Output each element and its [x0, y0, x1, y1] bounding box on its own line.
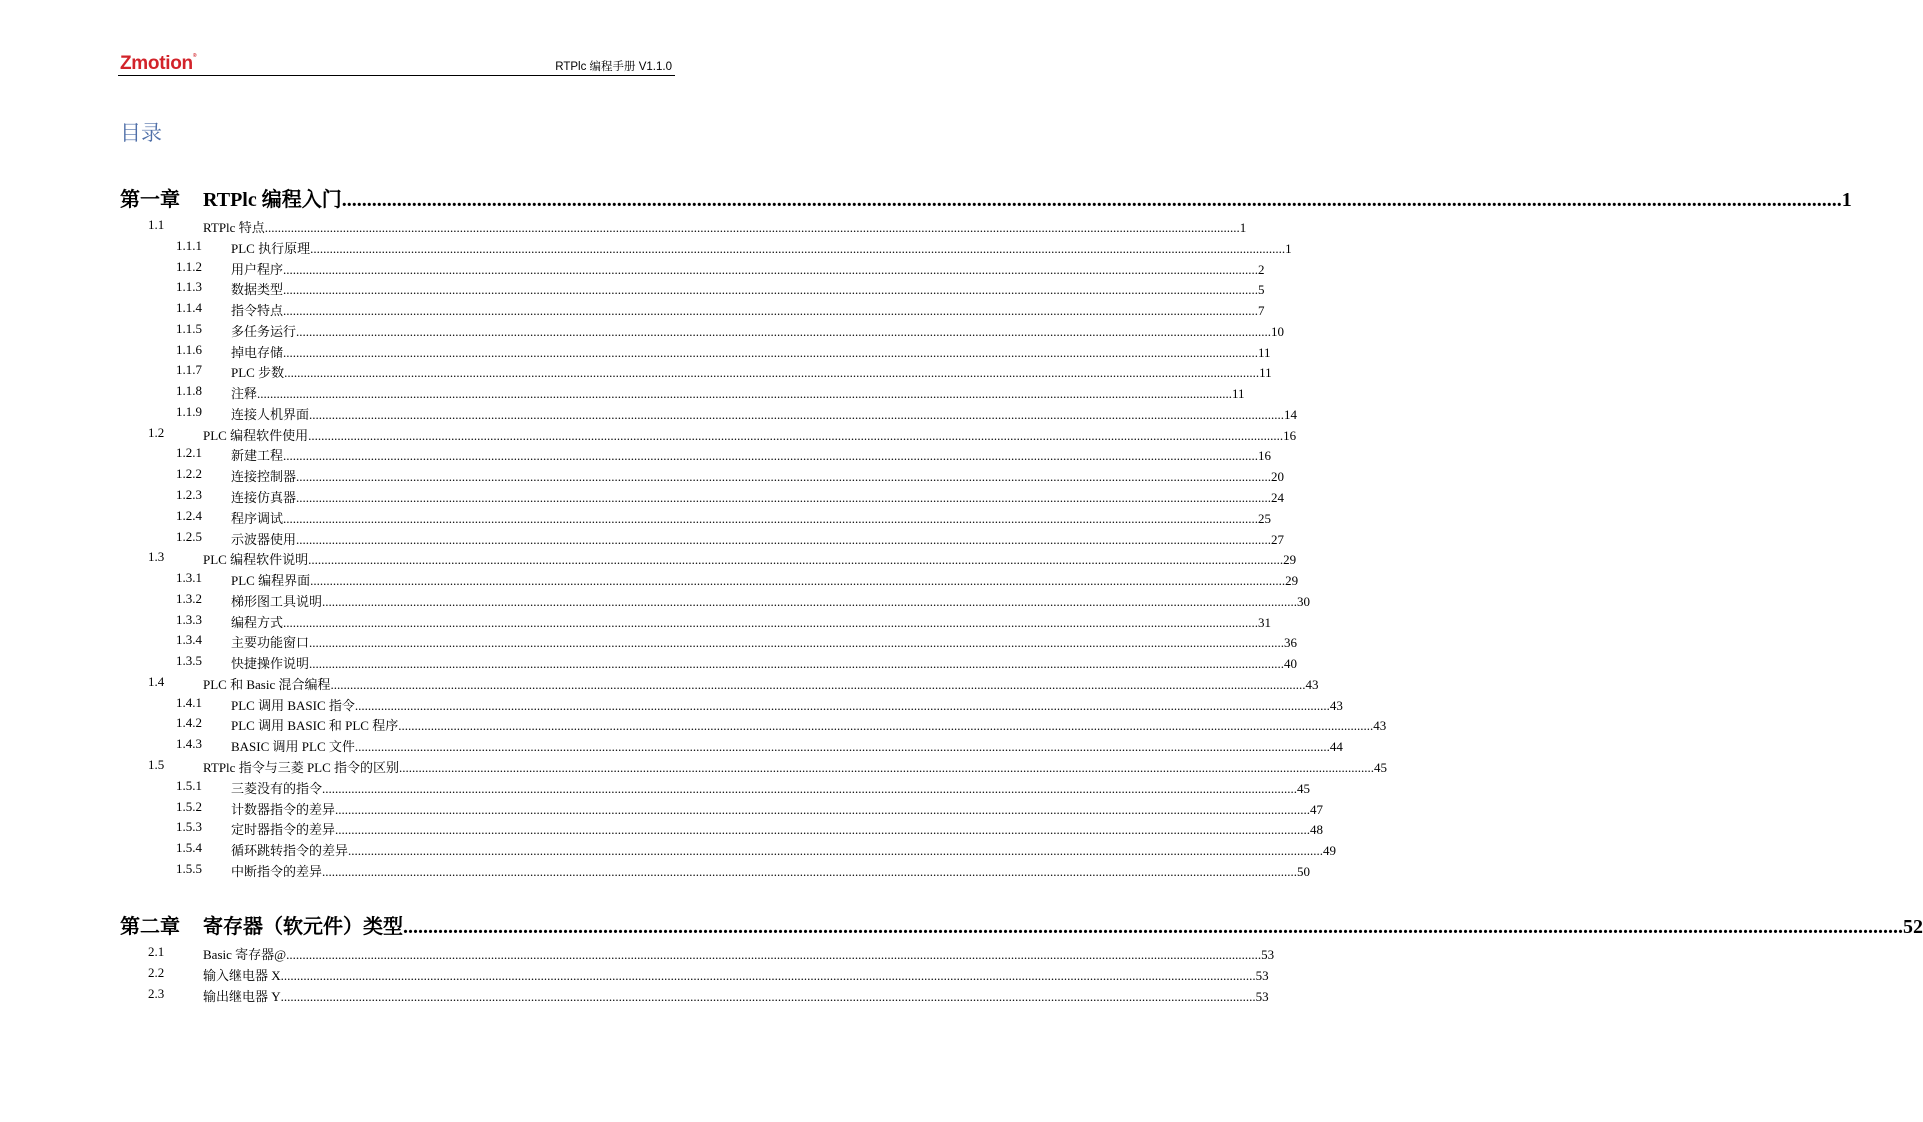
zmotion-logo: [120, 53, 196, 75]
entry-title: BASIC 调用 PLC 文件: [231, 739, 355, 755]
entry-number: 2.1: [148, 944, 165, 959]
entry-number: 1.1.4: [176, 300, 202, 316]
entry-title: RTPlc 编程入门: [203, 189, 342, 211]
entry-number: 1.2.5: [176, 528, 202, 544]
dot-leader: ............................................................................................................................................................................................................................................................................................................: [309, 635, 1285, 651]
entry-title: PLC 编程界面: [231, 573, 311, 589]
entry-title: 多任务运行: [231, 323, 297, 339]
entry-title: PLC 和 Basic 混合编程: [203, 676, 331, 692]
toc-entry[interactable]: [0, 362, 1272, 382]
entry-page-number: 10: [1271, 323, 1285, 339]
toc-entry[interactable]: [0, 341, 1271, 362]
dot-leader: ............................................................................................................................................................................................................................................................................................................: [309, 406, 1285, 422]
toc-entry[interactable]: [0, 944, 1275, 964]
entry-title: 掉电存储: [231, 344, 284, 360]
entry-title: Basic 寄存器@: [203, 947, 287, 962]
entry-number: 1.5.4: [176, 840, 202, 856]
entry-title: 三菱没有的指令: [231, 780, 323, 796]
entry-number: 1.5.1: [176, 777, 202, 793]
entry-title: PLC 调用 BASIC 指令: [231, 697, 355, 713]
entry-title: PLC 编程软件说明: [203, 552, 309, 568]
dot-leader: ............................................................................................................................................................................................................................................................................................................: [283, 303, 1259, 319]
toc-entry[interactable]: [0, 300, 1265, 320]
dot-leader: ............................................................................................................................................................................................................................................................................................................: [354, 739, 1330, 755]
toc-entry[interactable]: [0, 279, 1265, 299]
entry-number: 第二章: [120, 916, 180, 938]
entry-number: 1.5.3: [176, 819, 202, 835]
entry-page-number: 16: [1258, 448, 1272, 464]
dot-leader: ............................................................................................................................................................................................................................................................................................................: [310, 240, 1286, 256]
toc-heading: 目录: [120, 121, 162, 145]
dot-leader: ............................................................................................................................................................................................................................................................................................................: [283, 614, 1259, 630]
entry-page-number: 47: [1310, 801, 1324, 817]
entry-page-number: 11: [1232, 386, 1245, 402]
entry-number: 1.5: [148, 757, 165, 773]
entry-title: 编程方式: [231, 614, 284, 630]
entry-title: 定时器指令的差异: [231, 822, 336, 838]
entry-title: 指令特点: [231, 303, 284, 319]
entry-title: PLC 执行原理: [231, 240, 311, 256]
dot-leader: ............................................................................................................................................................................................................................................................................................................: [264, 220, 1240, 235]
entry-number: 1.5.2: [176, 798, 202, 814]
toc-entry[interactable]: [0, 445, 1272, 465]
toc-entry[interactable]: [0, 466, 1285, 486]
entry-page-number: 20: [1271, 469, 1285, 485]
entry-number: 1.4: [148, 673, 165, 689]
entry-title: 示波器使用: [231, 531, 297, 547]
dot-leader: ............................................................................................................................................................................................................................................................................................................: [398, 718, 1374, 734]
entry-page-number: 45: [1297, 780, 1311, 796]
dot-leader: ............................................................................................................................................................................................................................................................................................................: [286, 947, 1262, 962]
toc-entry[interactable]: [0, 611, 1272, 632]
entry-title: 用户程序: [231, 261, 284, 277]
toc-entry[interactable]: [0, 777, 1311, 798]
entry-page-number: 24: [1271, 490, 1285, 505]
dot-leader: ............................................................................................................................................................................................................................................................................................................: [296, 531, 1272, 547]
toc-entry[interactable]: [0, 694, 1343, 715]
entry-page-number: 1: [1239, 220, 1247, 235]
toc-entry[interactable]: [0, 528, 1285, 549]
toc-entry[interactable]: [0, 403, 1298, 424]
entry-number: 1.1.3: [176, 279, 202, 295]
entry-page-number: 49: [1323, 843, 1337, 859]
entry-page-number: 27: [1271, 531, 1285, 547]
entry-page-number: 29: [1283, 552, 1297, 568]
entry-number: 1.3.4: [176, 632, 202, 648]
entry-number: 1.3.3: [176, 611, 202, 627]
dot-leader: ............................................................................................................................................................................................................................................................................................................: [308, 552, 1284, 568]
entry-page-number: 31: [1258, 614, 1272, 630]
dot-leader: ............................................................................................................................................................................................................................................................................................................: [308, 427, 1284, 443]
entry-number: 1.1.8: [176, 383, 202, 399]
registered-mark: ®: [192, 53, 197, 59]
dot-leader: ............................................................................................................................................................................................................................................................................................................: [280, 988, 1256, 1004]
toc-entry[interactable]: [0, 653, 1298, 673]
entry-title: 程序调试: [231, 510, 284, 526]
entry-number: 第一章: [120, 189, 180, 211]
entry-number: 1.4.2: [176, 715, 202, 731]
entry-title: 中断指令的差异: [231, 863, 323, 879]
dot-leader: ............................................................................................................................................................................................................................................................................................................: [310, 573, 1286, 589]
entry-title: PLC 调用 BASIC 和 PLC 程序: [231, 718, 399, 734]
entry-title: 寄存器（软元件）类型: [203, 916, 403, 938]
toc-entry[interactable]: [0, 673, 1319, 694]
dot-leader: ............................................................................................................................................................................................................................................................................................................: [283, 510, 1259, 526]
document-title: RTPlc 编程手册 V1.1.0: [555, 61, 672, 73]
toc-entry[interactable]: [0, 736, 1343, 756]
toc-entry[interactable]: [0, 590, 1311, 611]
entry-number: 1.2: [148, 424, 165, 440]
dot-leader: ............................................................................................................................................................................................................................................................................................................: [283, 282, 1259, 298]
dot-leader: ............................................................................................................................................................................................................................................................................................................: [296, 323, 1272, 339]
toc-entry[interactable]: [0, 237, 1292, 258]
entry-page-number: 36: [1284, 635, 1298, 651]
entry-number: 1.2.2: [176, 466, 202, 482]
entry-page-number: 43: [1373, 718, 1387, 734]
entry-page-number: 44: [1329, 739, 1343, 755]
entry-number: 2.3: [148, 985, 165, 1001]
toc-entry[interactable]: [0, 715, 1387, 735]
toc-entry[interactable]: [0, 860, 1311, 881]
entry-number: 1.1.9: [176, 403, 202, 419]
dot-leader: ............................................................................................................................................................................................................................................................................................................: [296, 490, 1272, 505]
dot-leader: ............................................................................................................................................................................................................................................................................................................: [283, 344, 1259, 360]
dot-leader: ............................................................................................................................................................................................................................................................................................................: [283, 261, 1259, 277]
entry-number: 1.2.4: [176, 507, 202, 523]
entry-page-number: 52: [1903, 916, 1923, 938]
entry-page-number: 5: [1258, 282, 1265, 298]
toc-entry[interactable]: [0, 424, 1297, 445]
toc-entry[interactable]: [0, 217, 1247, 237]
toc-entry[interactable]: [0, 320, 1285, 341]
toc-chapter-entry[interactable]: [0, 183, 1852, 211]
entry-title: 新建工程: [231, 448, 284, 464]
dot-leader: ............................................................................................................................................................................................................................................................................................................: [322, 780, 1298, 796]
entry-page-number: 40: [1284, 656, 1298, 672]
toc-entry[interactable]: [0, 985, 1269, 1006]
toc-entry[interactable]: [0, 570, 1299, 590]
toc-entry[interactable]: [0, 964, 1269, 985]
entry-page-number: 50: [1297, 863, 1311, 879]
entry-page-number: 48: [1310, 822, 1324, 838]
entry-title: 输出继电器 Y: [203, 988, 281, 1004]
entry-page-number: 53: [1255, 967, 1269, 983]
entry-number: 1.4.1: [176, 694, 202, 710]
entry-title: 连接仿真器: [231, 490, 297, 505]
entry-title: 主要功能窗口: [231, 635, 310, 651]
entry-title: RTPlc 指令与三菱 PLC 指令的区别: [203, 760, 400, 776]
dot-leader: ............................................................................................................................................................................................................................................................................................................: [309, 656, 1285, 672]
dot-leader: ............................................................................................................................................................................................................................................................................................................: [399, 760, 1375, 776]
entry-number: 1.5.5: [176, 860, 202, 876]
dot-leader: ............................................................................................................................................................................................................................................................................................................: [335, 801, 1311, 817]
entry-title: RTPlc 特点: [203, 220, 265, 235]
dot-leader: ............................................................................................................................................................................................................................................................................................................: [322, 863, 1298, 879]
entry-page-number: 43: [1305, 676, 1319, 692]
entry-page-number: 7: [1258, 303, 1265, 319]
dot-leader: ............................................................................................................................................................................................................................................................................................................: [330, 676, 1306, 692]
entry-number: 1.1.7: [176, 362, 202, 378]
entry-number: 1.3: [148, 549, 165, 565]
entry-page-number: 14: [1284, 406, 1298, 422]
entry-number: 2.2: [148, 964, 165, 980]
toc-entry[interactable]: [0, 507, 1272, 528]
entry-number: 1.1.2: [176, 258, 202, 274]
entry-page-number: 53: [1261, 947, 1275, 962]
entry-number: 1.4.3: [176, 736, 202, 752]
entry-page-number: 1: [1285, 240, 1292, 256]
entry-page-number: 43: [1329, 697, 1343, 713]
entry-number: 1.3.1: [176, 570, 202, 586]
entry-title: 梯形图工具说明: [231, 593, 323, 609]
dot-leader: ............................................................................................................................................................................................................................................................................................................: [335, 822, 1311, 838]
dot-leader: ............................................................................................................................................................................................................................................................................................................: [348, 843, 1324, 859]
entry-number: 1.1.1: [176, 237, 202, 253]
entry-page-number: 11: [1258, 344, 1271, 360]
entry-page-number: 45: [1374, 760, 1388, 776]
dot-leader: ............................................................................................................................................................................................................................................................................................................: [403, 916, 1903, 938]
toc-entry[interactable]: [0, 549, 1297, 569]
entry-number: 1.2.3: [176, 487, 202, 502]
toc-entry[interactable]: [0, 840, 1337, 860]
entry-page-number: 29: [1285, 573, 1299, 589]
entry-page-number: 53: [1255, 988, 1269, 1004]
entry-number: 1.1.5: [176, 320, 202, 336]
dot-leader: ............................................................................................................................................................................................................................................................................................................: [283, 448, 1259, 464]
entry-title: 连接人机界面: [231, 406, 310, 422]
entry-number: 1.1.6: [176, 341, 202, 357]
toc-entry[interactable]: [0, 258, 1265, 279]
entry-page-number: 30: [1297, 593, 1311, 609]
toc-chapter-entry[interactable]: [0, 910, 1923, 938]
dot-leader: ............................................................................................................................................................................................................................................................................................................: [296, 469, 1272, 485]
toc-entry[interactable]: [0, 632, 1298, 652]
entry-number: 1.2.1: [176, 445, 202, 461]
entry-title: 快捷操作说明: [231, 656, 310, 672]
dot-leader: ............................................................................................................................................................................................................................................................................................................: [322, 593, 1298, 609]
toc-entry[interactable]: [0, 487, 1285, 507]
toc-entry[interactable]: [0, 383, 1245, 403]
entry-page-number: 1: [1841, 189, 1852, 211]
dot-leader: ............................................................................................................................................................................................................................................................................................................: [284, 365, 1260, 381]
toc-entry[interactable]: [0, 757, 1388, 777]
dot-leader: ............................................................................................................................................................................................................................................................................................................: [341, 189, 1842, 211]
entry-page-number: 2: [1258, 261, 1265, 277]
entry-title: PLC 步数: [231, 365, 285, 381]
logo-text: Zmotion: [120, 53, 193, 74]
entry-title: 循环跳转指令的差异: [231, 843, 349, 859]
entry-title: 注释: [231, 386, 258, 402]
toc-entry[interactable]: [0, 819, 1324, 839]
dot-leader: ............................................................................................................................................................................................................................................................................................................: [354, 697, 1330, 713]
entry-page-number: 25: [1258, 510, 1272, 526]
entry-title: 输入继电器 X: [203, 967, 281, 983]
entry-number: 1.1: [148, 217, 165, 232]
header-rule: [118, 75, 675, 76]
entry-title: 数据类型: [231, 282, 284, 298]
toc-entry[interactable]: [0, 798, 1324, 819]
entry-title: 计数器指令的差异: [231, 801, 336, 817]
entry-title: 连接控制器: [231, 469, 297, 485]
entry-page-number: 11: [1259, 365, 1272, 381]
entry-page-number: 16: [1283, 427, 1297, 443]
entry-title: PLC 编程软件使用: [203, 427, 309, 443]
entry-number: 1.3.5: [176, 653, 202, 669]
dot-leader: ............................................................................................................................................................................................................................................................................................................: [257, 386, 1233, 402]
dot-leader: ............................................................................................................................................................................................................................................................................................................: [280, 967, 1256, 983]
entry-number: 1.3.2: [176, 590, 202, 606]
